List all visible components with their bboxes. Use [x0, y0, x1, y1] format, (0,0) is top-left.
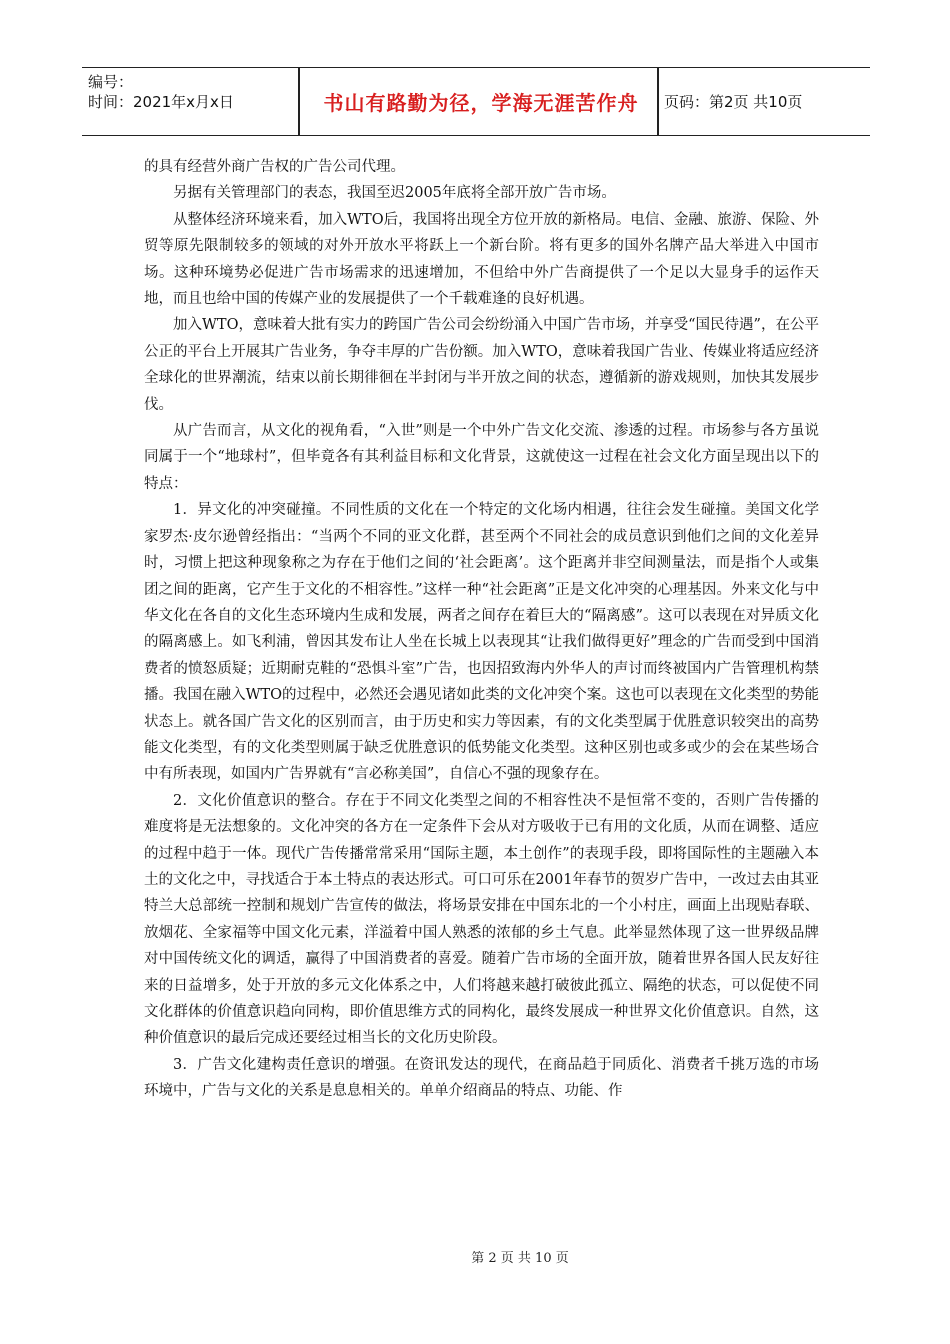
paragraph: 的具有经营外商广告权的广告公司代理。 — [144, 159, 405, 175]
paragraph: 另据有关管理部门的表态，我国至迟2005年底将全部开放广告市场。 — [173, 185, 616, 202]
header-meta — [88, 72, 288, 112]
paragraph: 加入WTO，意味着大批有实力的跨国广告公司会纷纷涌入中国广告市场，并享受“国民待遇”，在公平公正的平台上开展其广告业务，争夺丰厚的广告份额。加入WTO，意味着我国广告业、传媒业将适应经济全球化的世界潮流，结束以前长期徘徊在半封闭与半开放之间的状态，遵循新的游戏规则，加快其发展步伐。 — [144, 317, 819, 413]
header-divider — [657, 68, 659, 135]
header-divider — [298, 68, 300, 135]
page-footer — [0, 1247, 950, 1266]
header-motto: 书山有路勤为径，学海无涯苦作舟 — [323, 90, 639, 115]
page-header — [82, 67, 870, 136]
header-page-number: 页码：第2页 共10页 — [664, 92, 803, 111]
paragraph: 3．广告文化建构责任意识的增强。在资讯发达的现代，在商品趋于同质化、消费者千挑万选的市场环境中，广告与文化的关系是息息相关的。单单介绍商品的特点、功能、作 — [144, 1056, 819, 1100]
paragraph: 1．异文化的冲突碰撞。不同性质的文化在一个特定的文化场内相遇，往往会发生碰撞。美国文化学家罗杰·皮尔逊曾经指出：“当两个不同的亚文化群，甚至两个不同社会的成员意识到他们之间的文化差异时，习惯上把这种现象称之为存在于他们之间的‘社会距离’。这个距离并非空间测量法，而是指个人或集团之间的距离，它产生于文化的不相容性。”这样一种“社会距离”正是文化冲突的心理基因。外来文化与中华文化在各自的文化生态环境内生成和发展，两者之间存在着巨大的“隔离感”。这可以表现在对异质文化的隔离感上。如飞利浦，曾因其发布让人坐在长城上以表现其“让我们做得更好”理念的广告而受到中国消费者的愤怒质疑；近期耐克鞋的“恐惧斗室”广告，也因招致海内外华人的声讨而终被国内广告管理机构禁播。我国在融入WTO的过程中，必然还会遇见诸如此类的文化冲突个案。这也可以表现在文化类型的势能状态上。就各国广告文化的区别而言，由于历史和实力等因素，有的文化类型属于优胜意识较突出的高势能文化类型，有的文化类型则属于缺乏优胜意识的低势能文化类型。这种区别也或多或少的会在某些场合中有所表现，如国内广告界就有“言必称美国”，自信心不强的现象存在。 — [144, 502, 820, 783]
document-body — [144, 154, 819, 1105]
paragraph: 2．文化价值意识的整合。存在于不同文化类型之间的不相容性决不是恒常不变的，否则广告传播的难度将是无法想象的。文化冲突的各方在一定条件下会从对方吸收于已有用的文化质，从而在调整、适应的过程中趋于一体。现代广告传播常常采用“国际主题，本土创作”的表现手段，即将国际性的主题融入本土的文化之中，寻找适合于本土特点的表达形式。可口可乐在2001年春节的贺岁广告中，一改过去由其亚特兰大总部统一控制和规划广告宣传的做法，将场景安排在中国东北的一个小村庄，画面上出现贴春联、放烟花、全家福等中国文化元素，洋溢着中国人熟悉的浓郁的乡土气息。此举显然体现了这一世界级品牌对中国传统文化的调适，赢得了中国消费者的喜爱。随着广告市场的全面开放，随着世界各国人民友好往来的日益增多，处于开放的多元文化体系之中，人们将越来越打破彼此孤立、隔绝的状态，可以促使不同文化群体的价值意识趋向同构，即价值思维方式的同构化，最终发展成一种世界文化价值意识。自然，这种价值意识的最后完成还要经过相当长的文化历史阶段。 — [144, 792, 819, 1047]
paragraph: 从整体经济环境来看，加入WTO后，我国将出现全方位开放的新格局。电信、金融、旅游、保险、外贸等原先限制较多的领域的对外开放水平将跃上一个新台阶。将有更多的国外名牌产品大举进入中国市场。这种环境势必促进广告市场需求的迅速增加，不但给中外广告商提供了一个足以大显身手的运作天地，而且也给中国的传媒产业的发展提供了一个千载难逢的良好机遇。 — [144, 211, 819, 308]
document-number-label: 编号： — [88, 73, 134, 91]
paragraph: 从广告而言，从文化的视角看，“入世”则是一个中外广告文化交流、渗透的过程。市场参与各方虽说同属于一个“地球村”，但毕竟各有其利益目标和文化背景，这就使这一过程在社会文化方面呈现出以下的特点： — [144, 423, 819, 492]
document-date-label: 时间：2021年x月x日 — [88, 93, 234, 111]
footer-page-number: 第 2 页 共 10 页 — [471, 1251, 569, 1266]
